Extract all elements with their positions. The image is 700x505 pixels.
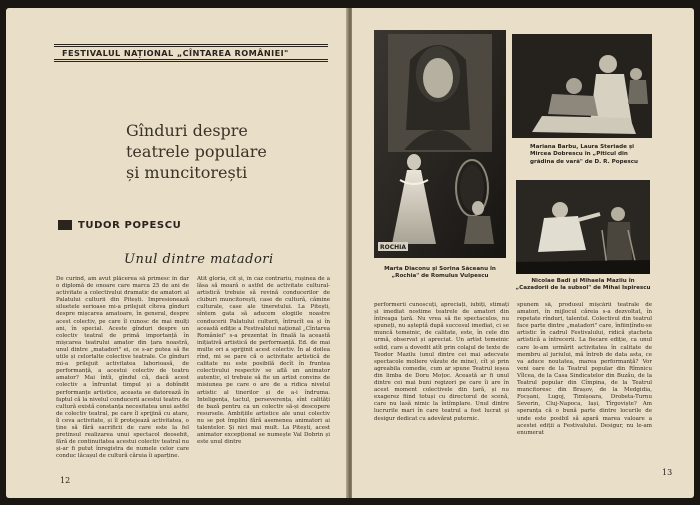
author-row — [58, 218, 181, 232]
right-page — [352, 8, 694, 498]
title-line-2: teatrele populare — [126, 142, 267, 161]
caption-cazadorii: Nicolae Badi și Mihaela Maziiu în „Cazadorii de la subsol" de Mihai Ispirescu — [515, 278, 651, 292]
caption-rochia: Marta Diaconu și Sorina Săceanu în „Rochia" de Romulus Vulpescu — [384, 266, 496, 280]
page-number-right: 13 — [662, 468, 673, 477]
left-column-2: Atît gloria, cît și, în caz contrariu, rușinea de a lăsa să moară o astfel de activitate cultural-artistică trebuie să revină conducerilor de cluburi muncitorești, case de cultură, cămine culturale, case ale tineretului. La Pitești, sîntem gata să aducem elogiile noastre conducerii Palatului culturii, întrucît ea și în această ediție a Festivalului național „Cîntarea României" s-a prezentat în finală la această inițiativă artistică de performanță. Ed. de mai multe ori a sprijinit acest colectiv. În al doilea rînd, mi se pare că o activitate artistică de calitate nu este posibilă decît în fruntea colectivului respectiv se află un animator autentic, el trebuie să fie un artist convins de misiunea pe care o are de a ridica nivelul artistic al tinerilor și de a-i îndruma. Inteligența, tactul, perseverența, sînt calități de bază pentru ca un colectiv să-și descopere resursele. Ambițiile artistice ale unui colectiv nu se pot împlini fără asemenea animatori ai talentelor. Și nici mai mult. La Pitești, acest animator excepțional se numește Val Dobrin și este unul dintre — [197, 276, 330, 446]
title-line-3: și muncitorești — [126, 163, 248, 182]
left-column-1: De curînd, am avut plăcerea să primesc în dar o diplomă de onoare care marca 25 de ani de activitate a colectivului dramatic de amatori al Palatului culturii din Pitești. Impresionează siluetele serioase mi-a prilejuit cîteva gînduri despre mișcarea amatoare, în general, despre acest colectiv, pe care îl cunosc de mai mulți ani, în special. Aceste gînduri despre un colectiv teatral de primă importanță în mișcarea teatrului amator din țara noastră, unul dintre „matadori" ei, ce s-ar putea să fie utile și celorlalte colective teatrale. Ce gînduri mi-a prilejuit activitatea laborioasă, de performanță, a acestui colectiv de teatru amator? Mai întîi, gîndul că, dacă acest colectiv a înfruntat timpul și a dobîndit performanțe artistice, aceasta se datorează în faptul că la nivelul conducerii acestui teatru de cultură există constanța necesitatea unui astfel de colectiv teatral, pe care îl sprijină cu atare, îl ceva activitate, și îl protejează activitatea, o ține să fără sacrificii de care este la fel pretinsul realizarea unui spectacol deosebit, fără de continuitatea acestui colectiv teatral nu și-ar fi putut înregistra de numele celor care conduc lăcașul de cultură căruia îi aparține. — [56, 276, 189, 460]
page-number-left: 12 — [60, 476, 71, 485]
left-page — [6, 8, 348, 498]
left-body-text — [56, 276, 330, 481]
article-subtitle: Unul dintre matadori — [124, 252, 274, 267]
photo-piticul — [512, 34, 652, 138]
caption-piticul: Mariana Barbu, Laura Steriade și Mircea Dobrescu în „Piticul din grădina de vară" de D. R. Popescu — [530, 144, 639, 165]
article-title — [126, 120, 326, 183]
festival-rubric: FESTIVALUL NAȚIONAL „CÎNTAREA ROMÂNIEI" — [54, 44, 328, 62]
photo-rochia — [374, 30, 506, 258]
title-line-1: Gînduri despre — [126, 121, 248, 140]
photo-cazadorii — [516, 180, 650, 274]
author-name: TUDOR POPESCU — [78, 219, 182, 231]
author-marker-block — [58, 220, 72, 230]
right-body-text — [374, 302, 652, 470]
right-column-1: performerii cunoscuți, apreciați, iubiți, stimați și imediat nostime teatrele de amatori din întreaga țară. Nu vrea să fie spectaculos, nu spuneți, nu așteptă după succesul imediat, ci se muncă temeinic, de calitate, este, în cele din urmă, observat și apreciat. Un artist temeinic solid, care a dovedit atît prin colajul de texte de Teodor Mazilu (unul dintre cei mai adecvate spectacole moliere văzute de mine), cît și prin agreabila comedie, cum ar spune Teatrul ieșea din limba de Doru Moțoc. Această ar fi unul dintre cei mai buni regizori pe care îi are în acest moment colectivele din țară, și nu exagerez fiind totuși cu directorul de scenă, care nu lasă nimic la întîmplare. Unul dintre lucrurile mari în care teatrul a fost lucrat și desigur dedicat cu adevărat puternic. — [374, 302, 509, 422]
right-column-2: spunem să, produsul mișcării teatrale de amatori, în mijlocul căreia s-a dezvoltat, în repetate rînduri, talentul. Colectivul din teatrul face parte dintre „matadori" care, înființîndu-se artistic în cadrul Festivalului, ridică ștacheta artistică a întrecerii. La fiecare ediție, ca unul care le-am urmărit activitatea în calitate de membru al juriului, mă întreb de data asta, ce va aduce noutatea, marea performanță? Vor veni oare de la Teatrul popular din Rîmnicu Vîlcea, de la Casa Sindicatelor din Buzău, de la Teatrul popular din Cîmpina, de la Teatrul muncitoresc din Brașov, de la Medgidia, Focșani, Lugoj, Timișoara, Drobeta-Turnu Severin, Cluj-Napoca, Iași, Tîrgoviște? Am speranța că o bună parte dintre locurile de unde este posibil să apară marea valoare a acestei ediții a Festivalului. Desigur, nu le-am enumerat — [517, 302, 652, 436]
rochia-label: ROCHIA — [380, 244, 407, 251]
